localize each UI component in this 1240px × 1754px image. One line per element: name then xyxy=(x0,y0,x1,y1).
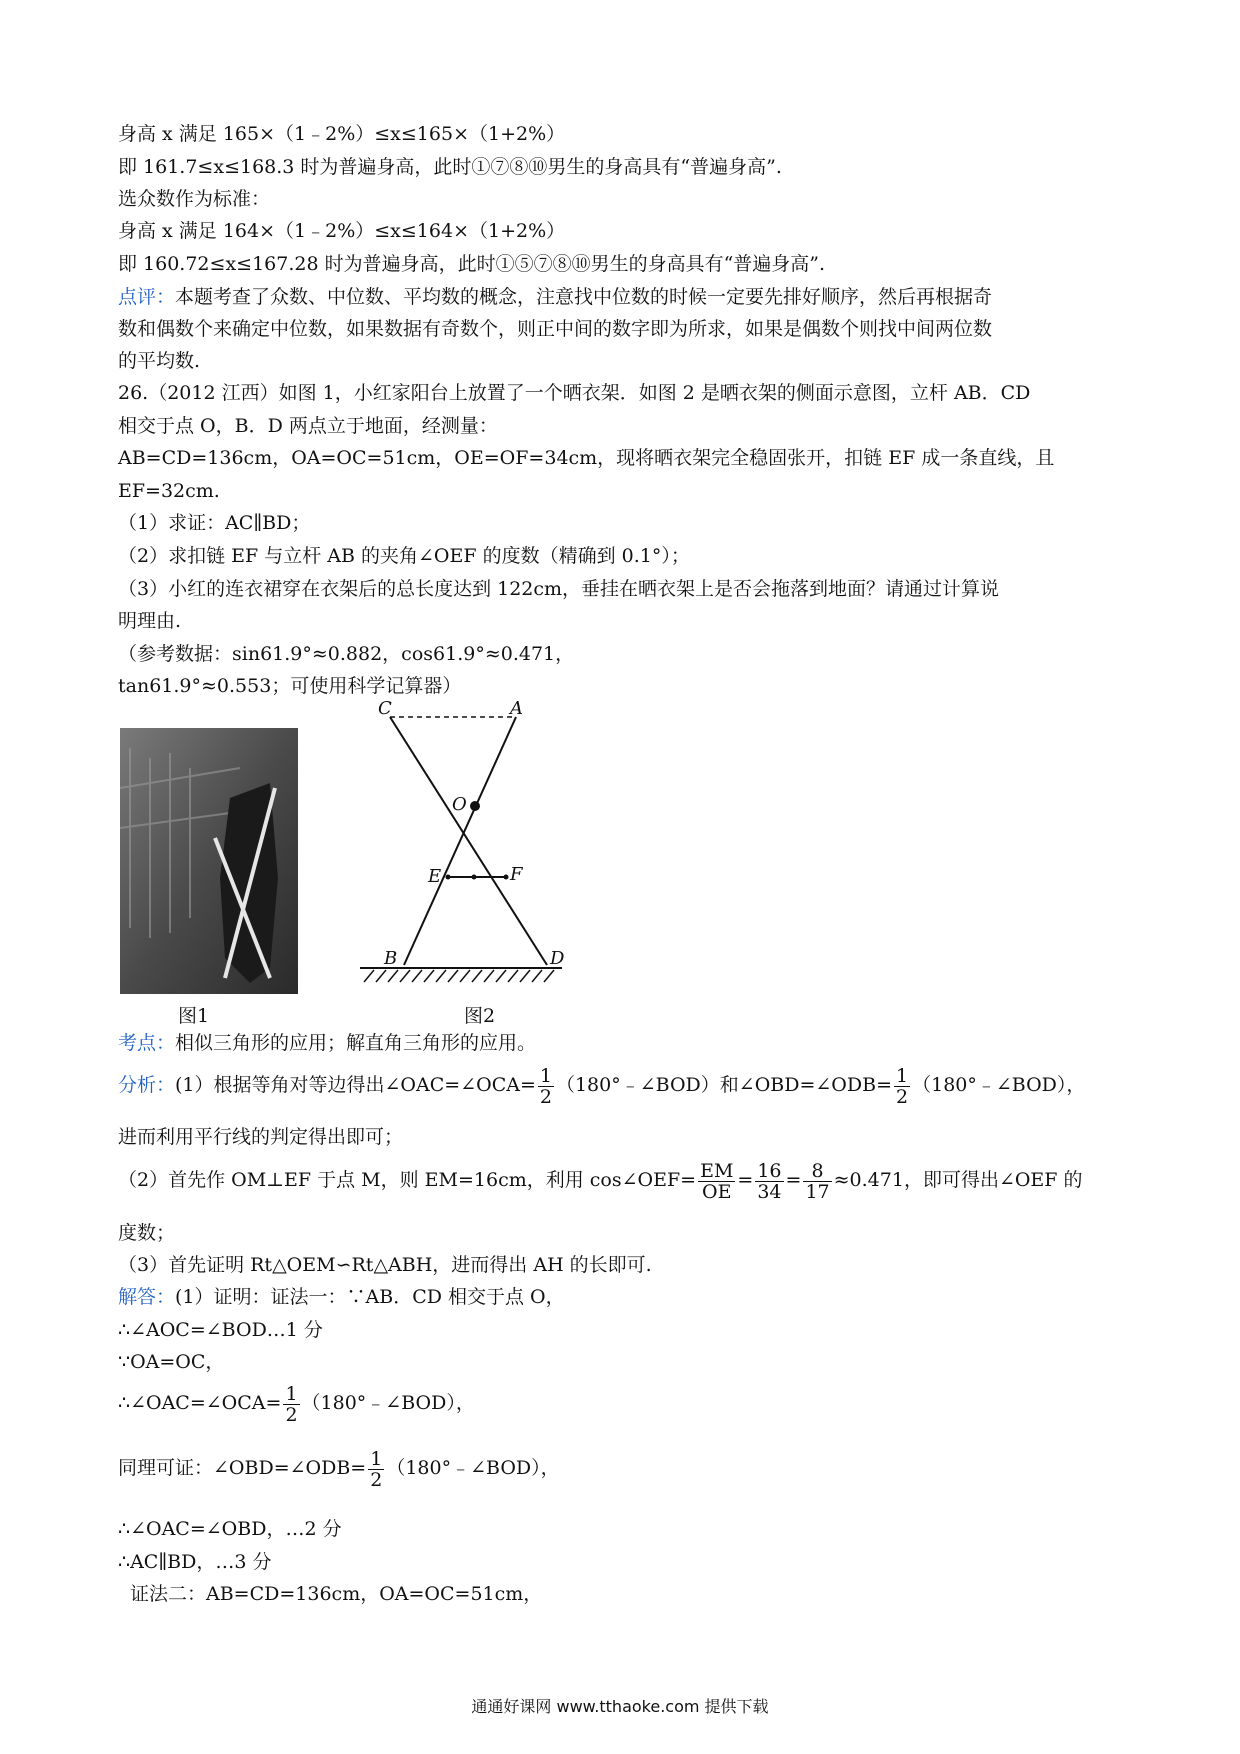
text-line: 即 160.72≤x≤167.28 时为普遍身高，此时①⑤⑦⑧⑩男生的身高具有“普遍身高”. xyxy=(118,253,826,275)
fraction-half xyxy=(538,1066,554,1107)
text-line: 数和偶数个来确定中位数，如果数据有奇数个，则正中间的数字即为所求，如果是偶数个则找中间两位数 xyxy=(118,318,993,340)
problem-line: 26.（2012 江西）如图 1，小红家阳台上放置了一个晒衣架．如图 2 是晒衣架的侧面示意图，立杆 AB．CD xyxy=(118,382,1031,404)
question-2: （2）求扣链 EF 与立杆 AB 的夹角∠OEF 的度数（精确到 0.1°）； xyxy=(118,545,690,567)
numerator: 1 xyxy=(285,1382,298,1405)
numerator: 1 xyxy=(539,1064,552,1087)
text-line: 身高 x 满足 164×（1﹣2%）≤x≤164×（1+2%） xyxy=(118,220,566,242)
numerator: EM xyxy=(700,1159,734,1182)
fraction-half xyxy=(283,1384,299,1425)
comment-label: 点评： xyxy=(118,286,176,308)
denominator: 2 xyxy=(539,1085,552,1108)
step-text: 同理可证：∠OBD=∠ODB= xyxy=(118,1457,367,1479)
text-line: 选众数作为标准： xyxy=(118,188,271,210)
text-line: 即 161.7≤x≤168.3 时为普遍身高，此时①⑦⑧⑩男生的身高具有“普遍身高”. xyxy=(118,156,782,178)
text-line: AB=CD=136cm，OA=OC=51cm，OE=OF=34cm，现将晒衣架完全稳固张开，扣链 EF 成一条直线，且 xyxy=(118,447,1055,469)
label-d: D xyxy=(550,948,565,969)
question-3: （3）小红的连衣裙穿在衣架后的总长度达到 122cm，垂挂在晒衣架上是否会拖落到地面？请通过计算说 xyxy=(118,578,1000,600)
label-c: C xyxy=(378,700,392,719)
fraction-em-oe xyxy=(698,1161,735,1202)
step-line xyxy=(118,1381,475,1425)
denominator: 2 xyxy=(896,1085,909,1108)
analysis-label: 分析： xyxy=(118,1074,176,1096)
denominator: 34 xyxy=(757,1180,782,1203)
denominator: 2 xyxy=(285,1403,298,1426)
denominator: 17 xyxy=(805,1180,830,1203)
label-b: B xyxy=(384,948,398,969)
fraction-8-17 xyxy=(803,1161,831,1202)
fraction-16-34 xyxy=(755,1161,783,1202)
text-line: EF=32cm. xyxy=(118,480,220,502)
text-line: 度数； xyxy=(118,1222,176,1244)
key-points-label: 考点： xyxy=(118,1032,176,1054)
step-line: ∴AC∥BD，…3 分 xyxy=(118,1551,272,1573)
analysis-text: （2）首先作 OM⊥EF 于点 M，则 EM=16cm，利用 cos∠OEF= xyxy=(118,1169,697,1191)
analysis-text: （180°﹣∠BOD）， xyxy=(912,1074,1086,1096)
step-line xyxy=(118,1446,560,1490)
fraction-half xyxy=(368,1449,384,1490)
denominator: 2 xyxy=(370,1468,383,1491)
label-f: F xyxy=(510,864,523,885)
drying-rack-diagram xyxy=(352,700,574,1000)
solution-line xyxy=(118,1284,565,1310)
step-line: ∵OA=OC， xyxy=(118,1351,225,1373)
key-points-line xyxy=(118,1030,536,1056)
denominator: OE xyxy=(702,1180,732,1203)
text-line: 进而利用平行线的判定得出即可； xyxy=(118,1126,404,1148)
drying-rack-photo xyxy=(120,728,298,994)
text-line: 的平均数. xyxy=(118,350,201,372)
numerator: 1 xyxy=(896,1064,909,1087)
figure-2-caption: 图2 xyxy=(464,1005,496,1027)
figure-1-caption: 图1 xyxy=(178,1005,210,1027)
text-line: 身高 x 满足 165×（1﹣2%）≤x≤165×（1+2%） xyxy=(118,123,566,145)
comment-text: 本题考查了众数、中位数、平均数的概念，注意找中位数的时候一定要先排好顺序，然后再根据奇 xyxy=(175,286,993,308)
analysis-text: ≈0.471，即可得出∠OEF 的 xyxy=(833,1169,1083,1191)
analysis-text: （180°﹣∠BOD）和∠OBD=∠ODB= xyxy=(555,1074,893,1096)
numerator: 8 xyxy=(803,1161,831,1182)
question-1: （1）求证：AC∥BD； xyxy=(118,512,311,534)
step-line: ∴∠OAC=∠OBD，…2 分 xyxy=(118,1518,342,1540)
label-o: O xyxy=(452,794,467,815)
step-line: 证法二：AB=CD=136cm，OA=OC=51cm， xyxy=(130,1583,543,1605)
step-text: （180°﹣∠BOD）， xyxy=(386,1457,560,1479)
step-text: ∴∠OAC=∠OCA= xyxy=(118,1392,282,1414)
analysis-line-2: （2）首先作 OM⊥EF 于点 M，则 EM=16cm，利用 cos∠OEF= $\frac{EM}{OE}$ = $\frac{16}{34}$ = $\frac{8}{17}$ ≈0.471，即可得出∠OEF 的 xyxy=(118,1159,1083,1203)
analysis-line xyxy=(118,1063,1085,1107)
step-line: ∴∠AOC=∠BOD…1 分 xyxy=(118,1319,323,1341)
label-e: E xyxy=(428,866,442,887)
reference-data: （参考数据：sin61.9°≈0.882，cos61.9°≈0.471， xyxy=(118,643,575,665)
numerator: 1 xyxy=(370,1447,383,1470)
text-line: 明理由. xyxy=(118,610,182,632)
text-line: 相交于点 O，B．D 两点立于地面，经测量： xyxy=(118,415,498,437)
numerator: 16 xyxy=(757,1159,782,1182)
step-text: （180°﹣∠BOD）， xyxy=(301,1392,475,1414)
page-footer: 通通好课网 www.tthaoke.com 提供下载 xyxy=(471,1697,769,1716)
comment-line xyxy=(118,284,992,310)
analysis-text: (1）根据等角对等边得出∠OAC=∠OCA= xyxy=(175,1074,536,1096)
label-a: A xyxy=(510,700,523,719)
text-line: （3）首先证明 Rt△OEM∽Rt△ABH，进而得出 AH 的长即可. xyxy=(118,1254,652,1276)
reference-data: tan61.9°≈0.553；可使用科学记算器） xyxy=(118,675,462,697)
solution-text: (1）证明：证法一：∵AB．CD 相交于点 O， xyxy=(175,1286,565,1308)
key-points-text: 相似三角形的应用；解直角三角形的应用。 xyxy=(175,1032,537,1054)
fraction-half xyxy=(894,1066,910,1107)
solution-label: 解答： xyxy=(118,1286,176,1308)
